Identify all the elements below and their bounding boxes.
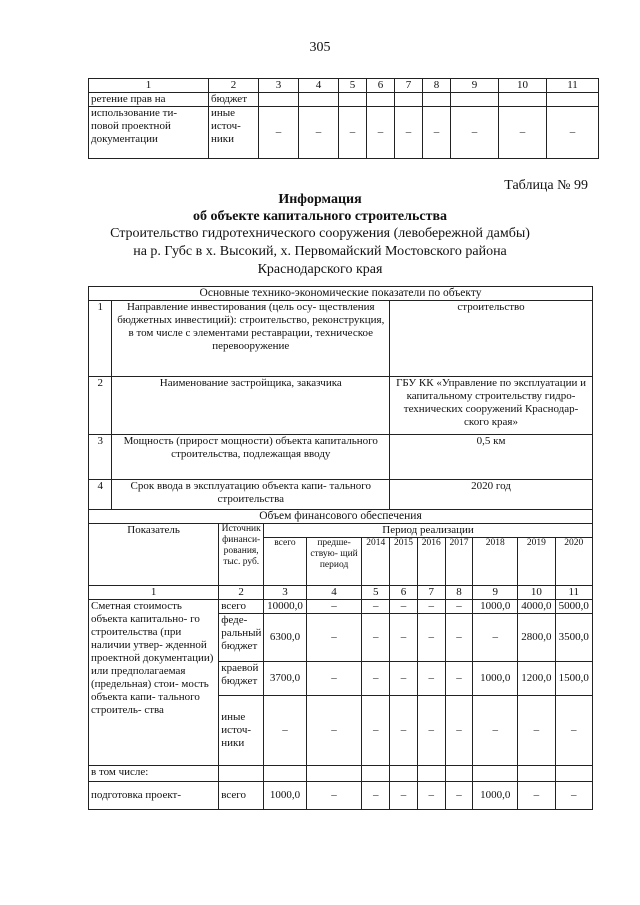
param-name: Срок ввода в эксплуатацию объекта капи- тального строительства bbox=[112, 480, 390, 510]
cell-value: – bbox=[518, 782, 555, 810]
header-total: всего bbox=[264, 538, 307, 586]
header-prev: предше- ствую- щий период bbox=[306, 538, 362, 586]
row-source: всего bbox=[219, 782, 264, 810]
row-source: краевой бюджет bbox=[219, 662, 264, 696]
cell-value: 1500,0 bbox=[555, 662, 592, 696]
row-label: подготовка проект- bbox=[89, 782, 219, 810]
cell-value: – bbox=[417, 696, 445, 766]
cell-value: 3700,0 bbox=[264, 662, 307, 696]
col-num: 4 bbox=[299, 79, 339, 93]
col-num: 8 bbox=[423, 79, 451, 93]
cell-value: – bbox=[445, 696, 473, 766]
cell-value: 6300,0 bbox=[264, 614, 307, 662]
col-num: 3 bbox=[264, 586, 307, 600]
object-name-line: на р. Губс в х. Высокий, х. Первомайский Мостовского района bbox=[133, 244, 507, 259]
col-num: 2 bbox=[209, 79, 259, 93]
cell-value: – bbox=[395, 107, 423, 159]
param-row bbox=[89, 480, 593, 510]
cell-value: – bbox=[362, 614, 390, 662]
cell-value: – bbox=[306, 696, 362, 766]
section-header-row bbox=[89, 510, 593, 524]
col-num: 11 bbox=[555, 586, 592, 600]
row-label: ретение прав на bbox=[89, 93, 209, 107]
cell-value: 1000,0 bbox=[473, 600, 518, 614]
column-number-row bbox=[89, 79, 599, 93]
object-name-line: Краснодарского края bbox=[257, 262, 383, 277]
param-value: ГБУ КК «Управление по эксплуатации и капитальному строительству гидро- технических сооружений Краснодар- ского края» bbox=[390, 377, 593, 435]
header-year: 2017 bbox=[445, 538, 473, 586]
cell-value: – bbox=[306, 614, 362, 662]
section-header-row bbox=[89, 287, 593, 301]
param-row bbox=[89, 435, 593, 480]
cell-value: – bbox=[390, 600, 418, 614]
including-row bbox=[89, 766, 593, 782]
heading-subtitle: об объекте капитального строительства bbox=[192, 209, 448, 224]
header-year: 2019 bbox=[518, 538, 555, 586]
cell-value: – bbox=[306, 782, 362, 810]
row-source: бюджет bbox=[209, 93, 259, 107]
col-num: 4 bbox=[306, 586, 362, 600]
param-row bbox=[89, 377, 593, 435]
col-num: 1 bbox=[89, 79, 209, 93]
cell-value: – bbox=[299, 107, 339, 159]
cell-value: 1000,0 bbox=[473, 782, 518, 810]
cell-value: 3500,0 bbox=[555, 614, 592, 662]
object-info-table bbox=[88, 286, 593, 810]
cost-indicator-label: Сметная стоимость объекта капитально- го строительства (при наличии утвер- жденной проектной документации) или предполагаемая (предельная) стои- мость объекта капи- тального строитель- ства bbox=[89, 600, 219, 766]
table-row bbox=[89, 782, 593, 810]
cell-value: – bbox=[417, 600, 445, 614]
cell-value: – bbox=[367, 107, 395, 159]
continuation-table bbox=[88, 78, 599, 159]
header-source: Источник финанси- рования, тыс. руб. bbox=[219, 524, 264, 586]
cell-value: – bbox=[362, 782, 390, 810]
param-name: Наименование застройщика, заказчика bbox=[112, 377, 390, 435]
param-number: 4 bbox=[89, 480, 112, 510]
header-year: 2014 bbox=[362, 538, 390, 586]
cell-value: – bbox=[417, 614, 445, 662]
cell-value: – bbox=[445, 782, 473, 810]
cell-value: – bbox=[264, 696, 307, 766]
header-year: 2018 bbox=[473, 538, 518, 586]
cell-value: – bbox=[445, 662, 473, 696]
header-year: 2015 bbox=[390, 538, 418, 586]
cell-value: 10000,0 bbox=[264, 600, 307, 614]
cell-value: 2800,0 bbox=[518, 614, 555, 662]
cell-value: – bbox=[362, 600, 390, 614]
col-num: 8 bbox=[445, 586, 473, 600]
cell-value: 4000,0 bbox=[518, 600, 555, 614]
table-row bbox=[89, 107, 599, 159]
cell-value: – bbox=[547, 107, 599, 159]
section-title: Основные технико-экономические показатели по объекту bbox=[89, 287, 593, 301]
param-value: 0,5 км bbox=[390, 435, 593, 480]
cell-value: – bbox=[339, 107, 367, 159]
cell-value: – bbox=[423, 107, 451, 159]
header-year: 2020 bbox=[555, 538, 592, 586]
cell-value: 1000,0 bbox=[473, 662, 518, 696]
col-num: 1 bbox=[89, 586, 219, 600]
cell-value: – bbox=[417, 782, 445, 810]
cell-value: – bbox=[390, 614, 418, 662]
col-num: 6 bbox=[390, 586, 418, 600]
col-num: 10 bbox=[518, 586, 555, 600]
cell-value: – bbox=[390, 782, 418, 810]
header-period: Период реализации bbox=[264, 524, 593, 538]
param-name: Мощность (прирост мощности) объекта капитального строительства, подлежащая вводу bbox=[112, 435, 390, 480]
param-row bbox=[89, 301, 593, 377]
cell-value: 1200,0 bbox=[518, 662, 555, 696]
cell-value: – bbox=[390, 662, 418, 696]
col-num: 7 bbox=[417, 586, 445, 600]
col-num: 10 bbox=[499, 79, 547, 93]
row-source: феде- ральный бюджет bbox=[219, 614, 264, 662]
col-num: 2 bbox=[219, 586, 264, 600]
col-num: 3 bbox=[259, 79, 299, 93]
table-row bbox=[89, 93, 599, 107]
including-label: в том числе: bbox=[89, 766, 219, 782]
row-source: иные источ- ники bbox=[209, 107, 259, 159]
page-number: 305 bbox=[309, 40, 331, 55]
cell-value: – bbox=[555, 696, 592, 766]
cell-value: – bbox=[499, 107, 547, 159]
cell-value: – bbox=[555, 782, 592, 810]
cell-value: – bbox=[473, 614, 518, 662]
param-number: 1 bbox=[89, 301, 112, 377]
cell-value: – bbox=[445, 614, 473, 662]
header-indicator: Показатель bbox=[89, 524, 219, 586]
col-num: 5 bbox=[339, 79, 367, 93]
param-name: Направление инвестирования (цель осу- ществления бюджетных инвестиций): строительство, реконструкция, в том числе с элементами реставрации, техническое перевооружение bbox=[112, 301, 390, 377]
cell-value: – bbox=[518, 696, 555, 766]
cell-value: – bbox=[451, 107, 499, 159]
object-name-line: Строительство гидротехнического сооружения (левобережной дамбы) bbox=[110, 226, 530, 241]
col-num: 11 bbox=[547, 79, 599, 93]
cell-value: – bbox=[390, 696, 418, 766]
col-num: 9 bbox=[473, 586, 518, 600]
section-title: Объем финансового обеспечения bbox=[89, 510, 593, 524]
row-source: всего bbox=[219, 600, 264, 614]
table-row bbox=[89, 600, 593, 614]
cell-value: – bbox=[362, 662, 390, 696]
column-number-row bbox=[89, 586, 593, 600]
finance-header-row bbox=[89, 524, 593, 538]
table-number: Таблица № 99 bbox=[504, 178, 588, 193]
cell-value: – bbox=[306, 600, 362, 614]
row-label: использование ти- повой проектной документации bbox=[89, 107, 209, 159]
heading-title: Информация bbox=[278, 192, 362, 207]
cell-value: – bbox=[362, 696, 390, 766]
header-year: 2016 bbox=[417, 538, 445, 586]
param-number: 2 bbox=[89, 377, 112, 435]
col-num: 9 bbox=[451, 79, 499, 93]
cell-value: 1000,0 bbox=[264, 782, 307, 810]
cell-value: 5000,0 bbox=[555, 600, 592, 614]
cell-value: – bbox=[417, 662, 445, 696]
cell-value: – bbox=[306, 662, 362, 696]
col-num: 7 bbox=[395, 79, 423, 93]
param-value: строительство bbox=[390, 301, 593, 377]
col-num: 5 bbox=[362, 586, 390, 600]
param-value: 2020 год bbox=[390, 480, 593, 510]
cell-value: – bbox=[473, 696, 518, 766]
cell-value: – bbox=[259, 107, 299, 159]
row-source: иные источ- ники bbox=[219, 696, 264, 766]
param-number: 3 bbox=[89, 435, 112, 480]
cell-value: – bbox=[445, 600, 473, 614]
col-num: 6 bbox=[367, 79, 395, 93]
